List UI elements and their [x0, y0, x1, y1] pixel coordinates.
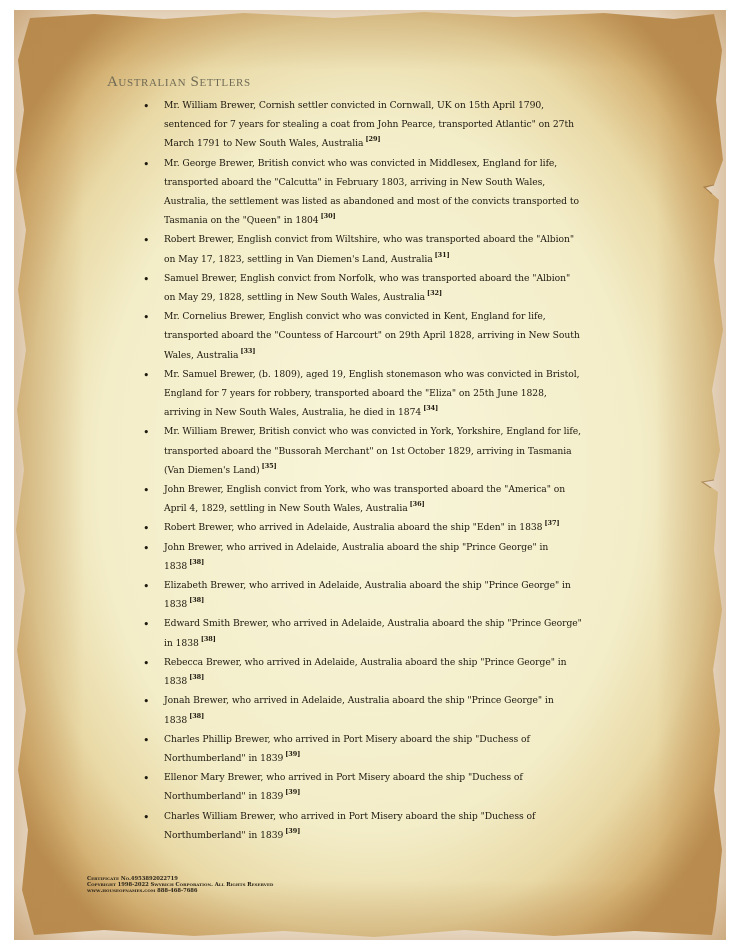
settler-entry	[143, 269, 583, 307]
reference-number: [38]	[189, 711, 205, 720]
reference-number: [35]	[261, 461, 277, 470]
settler-entry	[143, 538, 583, 576]
settler-text: Mr. Samuel Brewer, (b. 1809), aged 19, English stonemason who was convicted in Bristol, England for 7 years for robbery, transported aboard the "Eliza" on 25th June 1828, arriving in New South Wales, Australia, he died in 1874	[164, 368, 580, 419]
settler-text: Robert Brewer, who arrived in Adelaide, Australia aboard the ship "Eden" in 1838	[164, 522, 543, 534]
reference-number: [30]	[320, 212, 336, 221]
reference-number: [32]	[427, 289, 443, 298]
settler-text: John Brewer, English convict from York, who was transported aboard the "America" on April 4, 1829, settling in New South Wales, Australia	[164, 484, 566, 515]
settler-entry	[143, 576, 583, 614]
certificate-number: Certificate No.4953892022719	[87, 876, 178, 882]
reference-number: [38]	[189, 557, 205, 566]
settler-text: Rebecca Brewer, who arrived in Adelaide, Australia aboard the ship "Prince George" in 1838	[164, 656, 567, 688]
settler-text: Mr. George Brewer, British convict who was convicted in Middlesex, England for life, transported aboard the "Calcutta" in February 1803, arriving in New South Wales, Australia, the settlement was listed as abandoned and most of the convicts transported to Tasmania on the "Queen" in 1804	[164, 157, 579, 227]
settler-text: Jonah Brewer, who arrived in Adelaide, Australia aboard the ship "Prince George" in 1838	[164, 695, 554, 726]
reference-number: [39]	[285, 826, 301, 835]
settler-text: Ellenor Mary Brewer, who arrived in Port Misery aboard the ship "Duchess of Northumberland" in 1839	[164, 772, 523, 803]
reference-number: [29]	[365, 135, 381, 144]
reference-number: [31]	[434, 250, 450, 259]
settler-entry	[143, 691, 583, 729]
settler-text: John Brewer, who arrived in Adelaide, Australia aboard the ship "Prince George" in 1838	[164, 541, 549, 572]
settler-entry	[143, 307, 583, 365]
settler-entry	[143, 614, 583, 652]
settler-text: Charles Phillip Brewer, who arrived in Port Misery aboard the ship "Duchess of Northumberland" in 1839	[164, 733, 530, 764]
certificate-footer	[87, 876, 273, 895]
reference-number: [38]	[200, 634, 216, 643]
copyright-notice: Copyright 1998-2022 Swyrich Corporation. All Rights Reserved	[87, 882, 274, 889]
settler-entry	[143, 768, 583, 806]
settler-entry	[143, 96, 583, 154]
settler-text: Elizabeth Brewer, who arrived in Adelaide, Australia aboard the ship "Prince George" in 1838	[164, 580, 571, 611]
settlers-list	[143, 96, 583, 845]
settler-text: Mr. Cornelius Brewer, English convict who was convicted in Kent, England for life, transported aboard the "Countess of Harcourt" on 29th April 1828, arriving in New South Wales, Australia	[164, 311, 580, 361]
settler-text: Mr. William Brewer, Cornish settler convicted in Cornwall, UK on 15th April 1790, sentenced for 7 years for stealing a coat from John Pearce, transported Atlantic" on 27th March 1791 to New South Wales, Australia	[164, 100, 574, 150]
settler-entry	[143, 480, 583, 518]
reference-number: [34]	[423, 404, 439, 413]
reference-number: [39]	[285, 788, 301, 797]
settler-entry	[143, 422, 583, 480]
settler-text: Charles William Brewer, who arrived in Port Misery aboard the ship "Duchess of Northumberland" in 1839	[164, 810, 536, 841]
settler-text: Edward Smith Brewer, who arrived in Adelaide, Australia aboard the ship "Prince George" in 1838	[164, 618, 582, 649]
section-title: Australian Settlers	[107, 74, 251, 90]
settler-entry	[143, 154, 583, 231]
settler-entry	[143, 653, 583, 691]
settler-text: Samuel Brewer, English convict from Norfolk, who was transported aboard the "Albion" on May 29, 1828, settling in New South Wales, Australia	[164, 272, 571, 304]
settler-entry	[143, 730, 583, 768]
settler-entry	[143, 365, 583, 423]
reference-number: [39]	[285, 749, 301, 758]
settler-text: Robert Brewer, English convict from Wiltshire, who was transported aboard the "Albion" on May 17, 1823, settling in Van Diemen's Land, Australia	[164, 234, 574, 265]
reference-number: [33]	[240, 346, 256, 355]
reference-number: [36]	[409, 500, 425, 509]
settler-entry	[143, 230, 583, 268]
contact-info: www.houseofnames.com 888-468-7686	[87, 888, 198, 895]
settler-text: Mr. William Brewer, British convict who was convicted in York, Yorkshire, England for life, transported aboard the "Bussorah Merchant" on 1st October 1829, arriving in Tasmania (Van Diemen's Land)	[164, 426, 581, 476]
settler-entry	[143, 807, 583, 845]
reference-number: [38]	[189, 596, 205, 605]
reference-number: [37]	[544, 519, 560, 528]
reference-number: [38]	[189, 673, 205, 682]
settler-entry	[143, 518, 583, 537]
